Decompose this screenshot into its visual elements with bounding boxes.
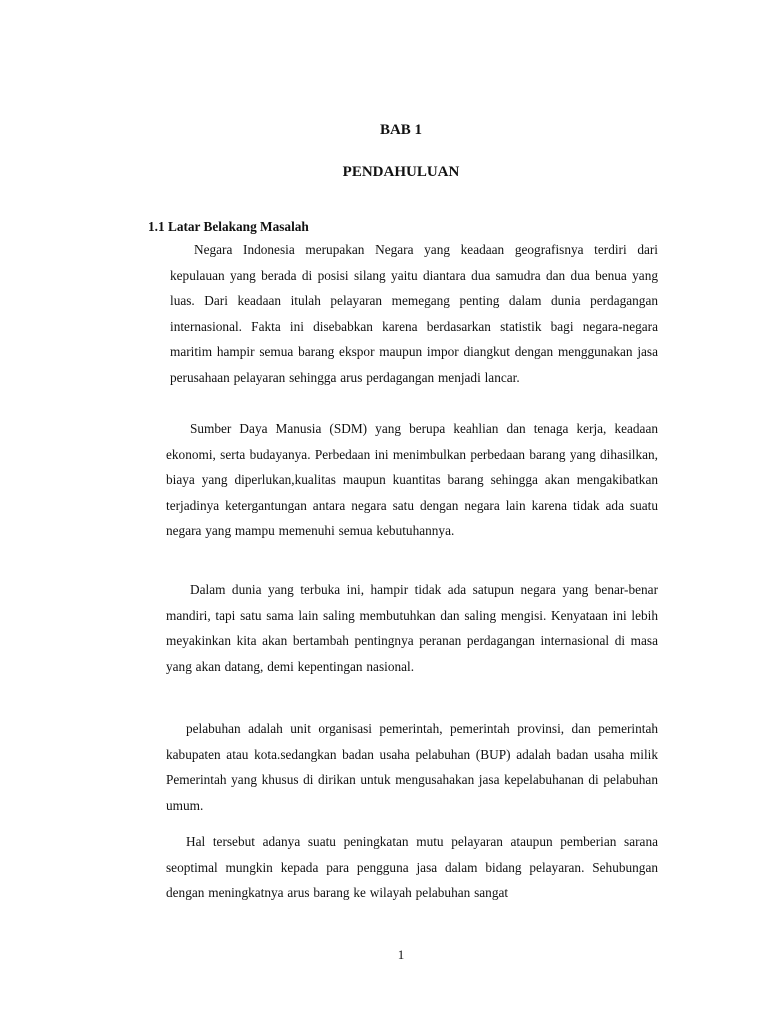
paragraph: pelabuhan adalah unit organisasi pemerintah, pemerintah provinsi, dan pemerintah kabupaten atau kota.sedangkan badan usaha pelabuhan (BUP) adalah badan usaha milik Pemerintah yang khusus di dirikan untuk mengusahakan jasa kepelabuhanan di pelabuhan umum. [166, 721, 658, 813]
paragraph: Negara Indonesia merupakan Negara yang keadaan geografisnya terdiri dari kepulauan yang berada di posisi silang yaitu diantara dua samudra dan dua benua yang luas. Dari keadaan itulah pelayaran memegang penting dalam dunia perdagangan internasional. Fakta ini disebabkan karena berdasarkan statistik bagi negara-negara maritim hampir semua barang ekspor maupun impor diangkut dengan menggunakan jasa perusahaan pelayaran sehingga arus perdagangan menjadi lancar. [170, 242, 658, 385]
paragraph: Hal tersebut adanya suatu peningkatan mutu pelayaran ataupun pemberian sarana seoptimal mungkin kepada para pengguna jasa dalam bidang pelayaran. Sehubungan dengan meningkatnya arus barang ke wilayah pelabuhan sangat [166, 834, 658, 901]
chapter-label: BAB 1 [379, 122, 423, 138]
paragraph: Dalam dunia yang terbuka ini, hampir tidak ada satupun negara yang benar-benar mandiri, tapi satu sama lain saling membutuhkan dan saling mengisi. Kenyataan ini lebih meyakinkan kita akan bertambah pentingnya peranan perdagangan internasional di masa yang akan datang, demi kepentingan nasional. [166, 582, 658, 674]
paragraph: Sumber Daya Manusia (SDM) yang berupa keahlian dan tenaga kerja, keadaan ekonomi, serta budayanya. Perbedaan ini menimbulkan perbedaan barang yang dihasilkan, biaya yang diperlukan,kualitas maupun kuantitas barang sehingga akan mengakibatkan terjadinya ketergantungan antara negara satu dengan negara lain karena tidak ada suatu negara yang mampu memenuhi semua kebutuhannya. [166, 421, 658, 539]
page-number: 1 [397, 947, 405, 962]
section-heading: 1.1 Latar Belakang Masalah [148, 219, 309, 234]
chapter-title: PENDAHULUAN [342, 164, 460, 180]
